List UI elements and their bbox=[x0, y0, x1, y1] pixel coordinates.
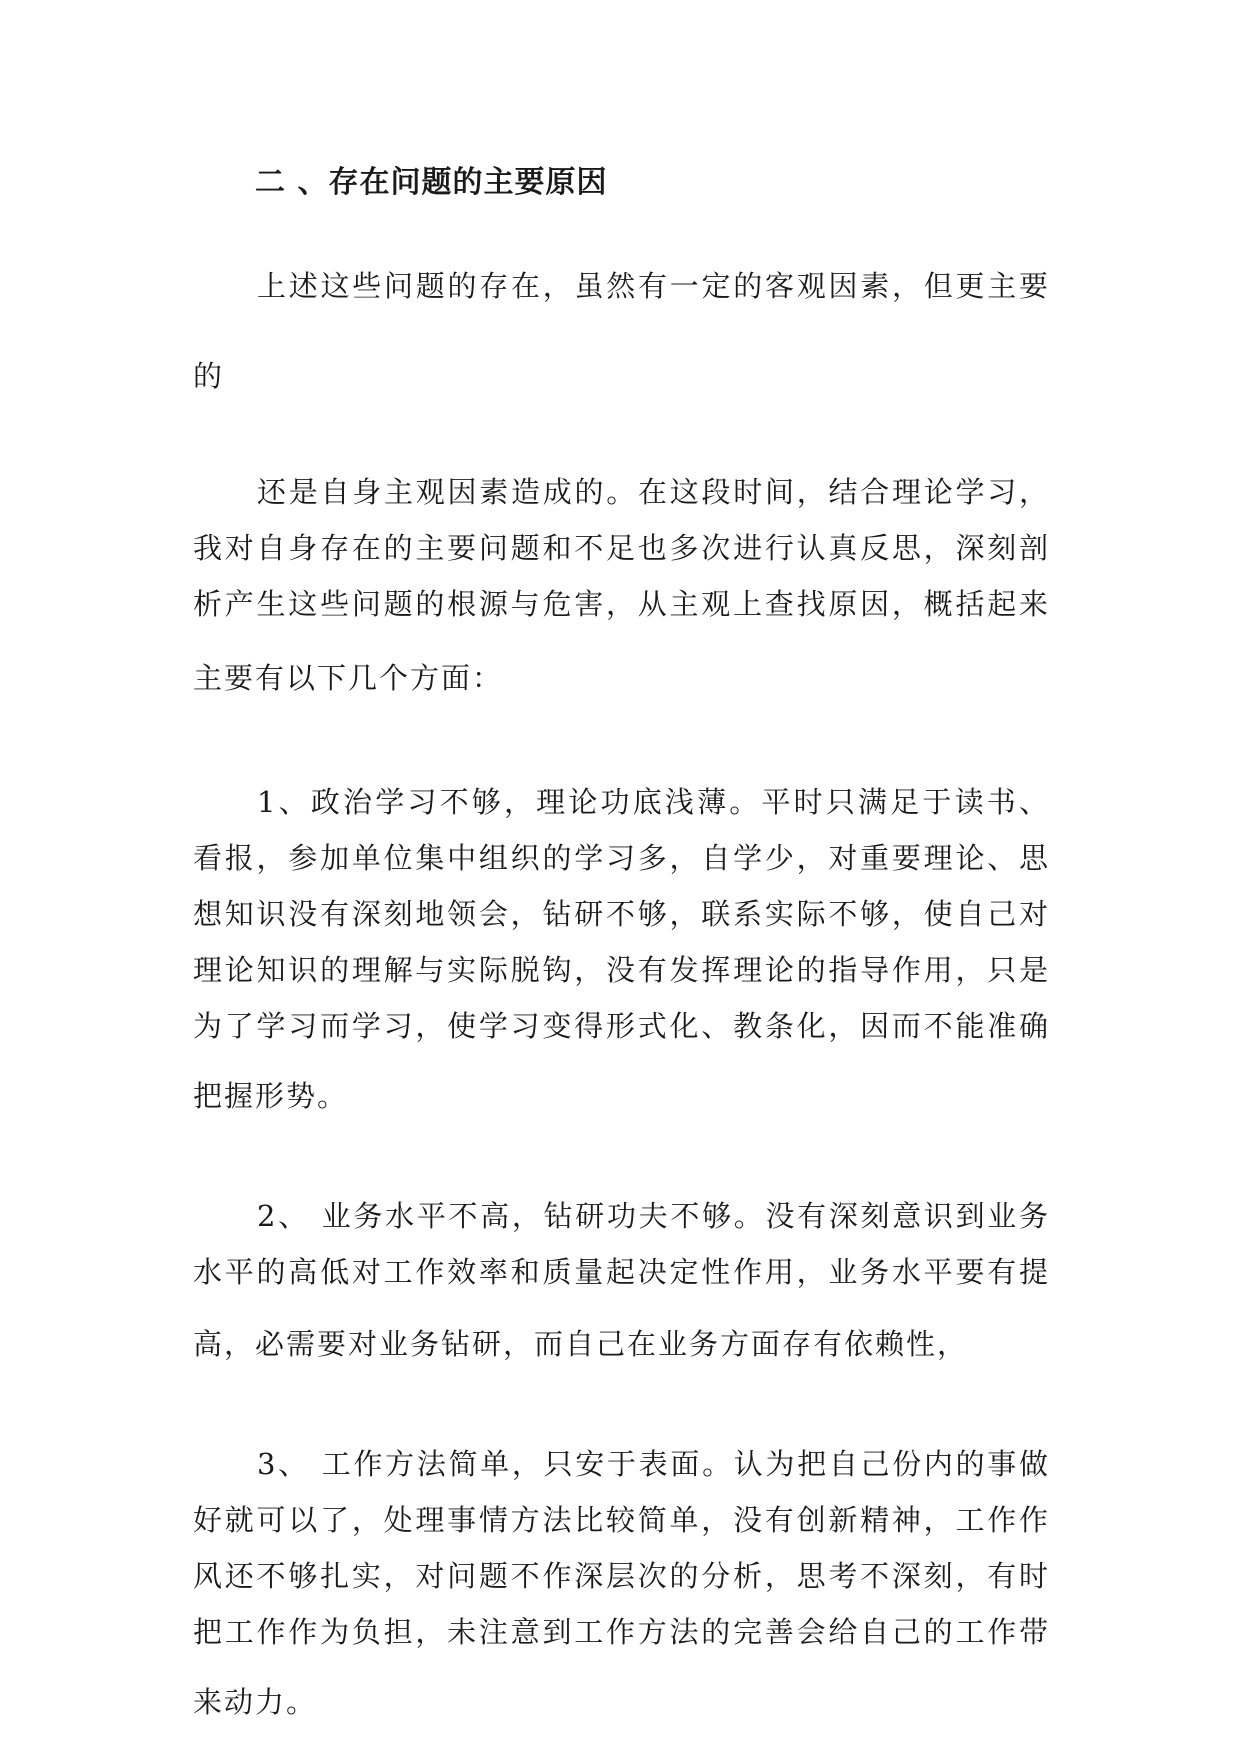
paragraph-line: 我对自身存在的主要问题和不足也多次进行认真反思，深刻剖 bbox=[193, 531, 1048, 565]
paragraph-line: 主要有以下几个方面： bbox=[193, 661, 504, 695]
paragraph-line: 好就可以了，处理事情方法比较简单，没有创新精神，工作作 bbox=[193, 1503, 1048, 1537]
paragraph-line: 析产生这些问题的根源与危害，从主观上查找原因，概括起来 bbox=[193, 587, 1048, 621]
paragraph-line: 风还不够扎实，对问题不作深层次的分析，思考不深刻，有时 bbox=[193, 1559, 1048, 1593]
paragraph-line: 为了学习而学习，使学习变得形式化、教条化，因而不能准确 bbox=[193, 1009, 1048, 1043]
section-heading: 二 、存在问题的主要原因 bbox=[255, 165, 608, 200]
paragraph-line: 2、 业务水平不高，钻研功夫不够。没有深刻意识到业务 bbox=[257, 1199, 1048, 1233]
paragraph-line: 理论知识的理解与实际脱钩，没有发挥理论的指导作用，只是 bbox=[193, 953, 1048, 987]
paragraph-line: 1、政治学习不够，理论功底浅薄。平时只满足于读书、 bbox=[257, 785, 1048, 819]
paragraph-line: 想知识没有深刻地领会，钻研不够，联系实际不够，使自己对 bbox=[193, 897, 1048, 931]
paragraph-line: 看报，参加单位集中组织的学习多，自学少，对重要理论、思 bbox=[193, 841, 1048, 875]
paragraph-line: 3、 工作方法简单，只安于表面。认为把自己份内的事做 bbox=[257, 1447, 1048, 1481]
paragraph-line: 水平的高低对工作效率和质量起决定性作用，业务水平要有提 bbox=[193, 1255, 1048, 1289]
paragraph-line: 高，必需要对业务钻研，而自己在业务方面存有依赖性， bbox=[193, 1327, 969, 1361]
paragraph-line: 的 bbox=[193, 359, 225, 393]
paragraph-line: 把工作作为负担，未注意到工作方法的完善会给自己的工作带 bbox=[193, 1615, 1048, 1649]
paragraph-line: 来动力。 bbox=[193, 1685, 318, 1719]
paragraph-line: 上述这些问题的存在，虽然有一定的客观因素，但更主要 bbox=[257, 269, 1048, 303]
paragraph-line: 把握形势。 bbox=[193, 1079, 349, 1113]
paragraph-line: 还是自身主观因素造成的。在这段时间，结合理论学习， bbox=[257, 475, 1048, 509]
